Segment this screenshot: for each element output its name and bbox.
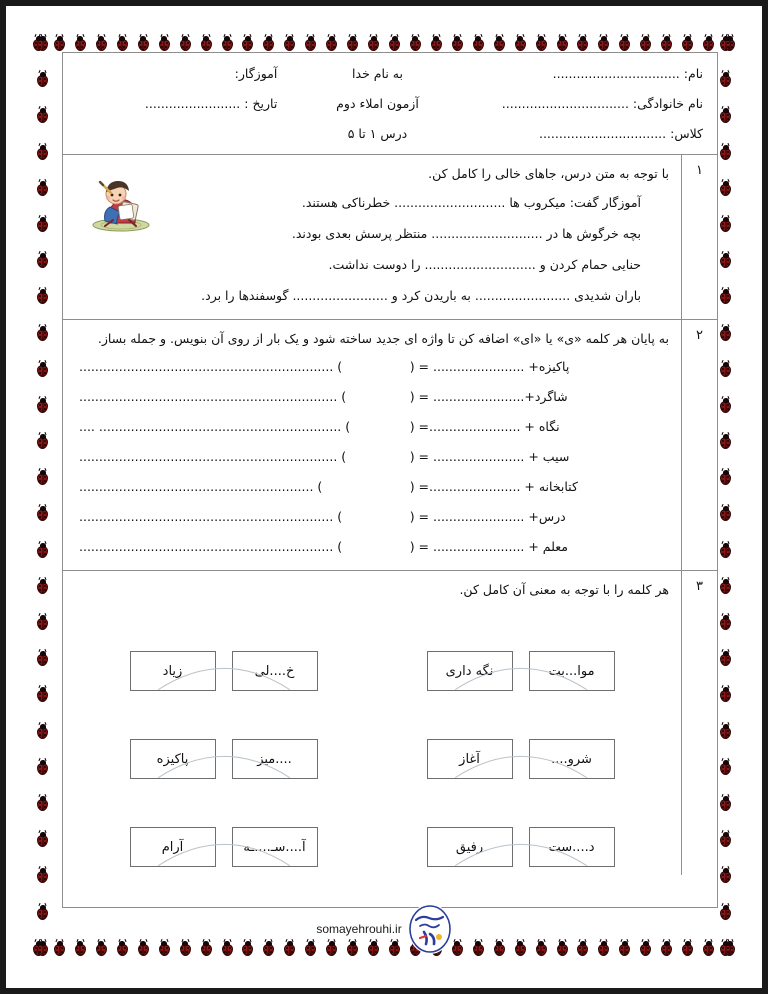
ladybug-icon (200, 36, 213, 51)
ladybug-icon (36, 36, 49, 51)
ladybug-icon (36, 398, 49, 413)
header-title-block (277, 59, 477, 150)
ladybug-icon (367, 36, 380, 51)
ladybug-icon (346, 36, 359, 51)
ladybug-icon (719, 543, 732, 558)
section-1-line[interactable]: آموزگار گفت: میکروب ها ............................ خطرناکی هستند. (301, 195, 641, 210)
ladybug-icon (36, 651, 49, 666)
ladybug-icon (451, 36, 464, 51)
ladybug-icon (719, 181, 732, 196)
ladybug-icon (719, 470, 732, 485)
word-build-prompt[interactable]: شاگرد+....................... = ( (409, 389, 568, 404)
word-build-prompt[interactable]: معلم + ....................... = ( (409, 539, 568, 554)
ladybug-icon (719, 796, 732, 811)
meaning-box: نگه داری (427, 651, 513, 691)
ladybug-icon (719, 362, 732, 377)
blank-word-box[interactable]: د....ست (529, 827, 615, 867)
ladybug-icon (36, 868, 49, 883)
ladybug-icon (36, 579, 49, 594)
match-pair (427, 827, 615, 867)
ladybug-icon (493, 36, 506, 51)
ladybug-icon (409, 36, 422, 51)
ladybug-border-top (32, 36, 736, 51)
section-1-line[interactable]: بچه خرگوش ها در ............................ منتظر پرسش بعدی بودند. (291, 226, 641, 241)
section-2-body (63, 320, 681, 570)
ladybug-icon (719, 217, 732, 232)
lesson-range: درس ۱ تا ۵ (347, 126, 408, 141)
section-1-number: ۱ (681, 155, 717, 319)
blank-word-box[interactable]: خ....لی (232, 651, 318, 691)
match-row (75, 603, 669, 691)
exam-title: آزمون املاء دوم (336, 96, 419, 111)
boy-reading-icon (83, 175, 159, 233)
ladybug-icon (472, 36, 485, 51)
section-2-number: ۲ (681, 320, 717, 570)
section-3 (63, 571, 717, 875)
section-1-line[interactable]: حنایی حمام کردن و ............................ را دوست نداشت. (328, 257, 641, 272)
ladybug-icon (36, 289, 49, 304)
match-row (75, 779, 669, 867)
blank-word-box[interactable]: موا...بت (529, 651, 615, 691)
ladybug-icon (719, 724, 732, 739)
ladybug-icon (36, 362, 49, 377)
student-family-field[interactable]: نام خانوادگی: ................................ (501, 96, 703, 111)
meaning-box: رفیق (427, 827, 513, 867)
match-pair (427, 739, 615, 779)
word-build-row (75, 502, 669, 532)
ladybug-icon (36, 253, 49, 268)
ladybug-icon (719, 145, 732, 160)
word-build-sentence-blank[interactable]: ) ................................................................ (79, 509, 343, 524)
worksheet-header (63, 53, 717, 155)
word-build-row (75, 382, 669, 412)
word-build-sentence-blank[interactable]: ) ................................................................ (79, 359, 343, 374)
match-pair (427, 651, 615, 691)
section-1 (63, 155, 717, 320)
ladybug-icon (325, 36, 338, 51)
word-build-prompt[interactable]: پاکیزه+ ....................... = ( (409, 359, 570, 374)
section-2 (63, 320, 717, 571)
ladybug-icon (719, 253, 732, 268)
blank-word-box[interactable]: شرو.... (529, 739, 615, 779)
word-build-sentence-blank[interactable]: ) ................................................................ (79, 539, 343, 554)
ladybug-icon (388, 36, 401, 51)
ladybug-icon (719, 506, 732, 521)
ladybug-icon (618, 36, 631, 51)
ladybug-icon (719, 651, 732, 666)
site-footer (6, 904, 762, 954)
teacher-name-field[interactable]: آموزگار: (234, 66, 278, 81)
ladybug-icon (639, 36, 652, 51)
word-build-prompt[interactable]: درس+ ....................... = ( (409, 509, 566, 524)
blank-word-box[interactable]: ....میز (232, 739, 318, 779)
site-url[interactable]: somayehrouhi.ir (316, 922, 402, 936)
section-3-match-rows (75, 603, 669, 867)
ladybug-icon (95, 36, 108, 51)
word-build-row (75, 472, 669, 502)
ladybug-icon (36, 506, 49, 521)
ladybug-icon (74, 36, 87, 51)
ladybug-icon (719, 687, 732, 702)
word-build-prompt[interactable]: نگاه + .......................= ( (409, 419, 560, 434)
blank-word-box[interactable]: آ....سـ....ـه (232, 827, 318, 867)
ladybug-icon (283, 36, 296, 51)
ladybug-icon (36, 832, 49, 847)
ladybug-icon (158, 36, 171, 51)
ladybug-icon (53, 36, 66, 51)
ladybug-icon (137, 36, 150, 51)
ladybug-icon (36, 687, 49, 702)
meaning-box: آغاز (427, 739, 513, 779)
meaning-box: آرام (130, 827, 216, 867)
ladybug-icon (36, 108, 49, 123)
ladybug-icon (719, 398, 732, 413)
ladybug-icon (36, 615, 49, 630)
word-build-sentence-blank[interactable]: ) ................................................................. (79, 449, 347, 464)
ladybug-icon (597, 36, 610, 51)
ladybug-icon (304, 36, 317, 51)
word-build-row (75, 352, 669, 382)
word-build-sentence-blank[interactable]: ) ........................................................... (79, 479, 323, 494)
ladybug-icon (36, 796, 49, 811)
worksheet-table (62, 52, 718, 908)
ladybug-icon (36, 724, 49, 739)
ladybug-icon (719, 72, 732, 87)
section-3-body (63, 571, 681, 875)
ladybug-icon (723, 36, 736, 51)
ladybug-icon (719, 579, 732, 594)
somayeh-rouhi-logo-icon (408, 904, 452, 954)
ladybug-icon (702, 36, 715, 51)
match-pair (130, 739, 318, 779)
ladybug-icon (514, 36, 527, 51)
ladybug-icon (36, 72, 49, 87)
match-row (75, 691, 669, 779)
ladybug-icon (535, 36, 548, 51)
ladybug-icon (36, 217, 49, 232)
word-build-sentence-blank[interactable]: ) ................................................................. (79, 389, 347, 404)
ladybug-icon (719, 615, 732, 630)
ladybug-icon (36, 760, 49, 775)
section-1-instruction: با توجه به متن درس، جاهای خالی را کامل کن. (428, 166, 669, 181)
word-build-row (75, 532, 669, 562)
section-1-body (63, 155, 681, 319)
ladybug-icon (719, 326, 732, 341)
word-build-row (75, 412, 669, 442)
student-class-field[interactable]: کلاس: ................................ (538, 126, 703, 141)
ladybug-icon (179, 36, 192, 51)
section-2-instruction: به پایان هر کلمه «ی» یا «ای» اضافه کن تا واژه ای جدید ساخته شود و یک بار از روی آن بنویس. و جمله بساز. (97, 331, 669, 346)
ladybug-icon (36, 326, 49, 341)
ladybug-icon (116, 36, 129, 51)
ladybug-icon (719, 434, 732, 449)
date-field[interactable]: تاریخ : ........................ (144, 96, 278, 111)
ladybug-icon (430, 36, 443, 51)
ladybug-icon (660, 36, 673, 51)
ladybug-icon (32, 36, 45, 51)
header-teacher-fields (77, 59, 277, 150)
word-build-prompt[interactable]: سیب + ....................... = ( (409, 449, 570, 464)
meaning-box: زیاد (130, 651, 216, 691)
ladybug-icon (719, 289, 732, 304)
student-name-field[interactable]: نام: ................................ (552, 66, 703, 81)
ladybug-icon (719, 108, 732, 123)
ladybug-icon (221, 36, 234, 51)
ladybug-icon (36, 181, 49, 196)
ladybug-icon (719, 868, 732, 883)
ladybug-border-left (36, 36, 49, 956)
bismillah-text: به نام خدا (352, 66, 403, 81)
section-2-rows (75, 352, 669, 562)
word-build-row (75, 442, 669, 472)
ladybug-icon (556, 36, 569, 51)
section-1-line[interactable]: باران شدیدی ........................ به باریدن کرد و ........................ گوسفندها را برد. (201, 288, 641, 303)
ladybug-icon (36, 434, 49, 449)
ladybug-icon (719, 832, 732, 847)
ladybug-border-right (719, 36, 732, 956)
match-pair (130, 827, 318, 867)
ladybug-icon (36, 470, 49, 485)
section-3-instruction: هر کلمه را با توجه به معنی آن کامل کن. (459, 582, 669, 597)
section-3-number: ۳ (681, 571, 717, 875)
ladybug-icon (36, 145, 49, 160)
ladybug-icon (262, 36, 275, 51)
match-pair (130, 651, 318, 691)
ladybug-icon (719, 36, 732, 51)
ladybug-icon (719, 760, 732, 775)
ladybug-icon (36, 543, 49, 558)
header-student-fields (478, 59, 703, 150)
ladybug-icon (576, 36, 589, 51)
word-build-sentence-blank[interactable]: ) ............................................................. .... (79, 419, 351, 434)
ladybug-icon (241, 36, 254, 51)
meaning-box: پاکیزه (130, 739, 216, 779)
ladybug-icon (681, 36, 694, 51)
word-build-prompt[interactable]: کتابخانه + .......................= ( (409, 479, 578, 494)
